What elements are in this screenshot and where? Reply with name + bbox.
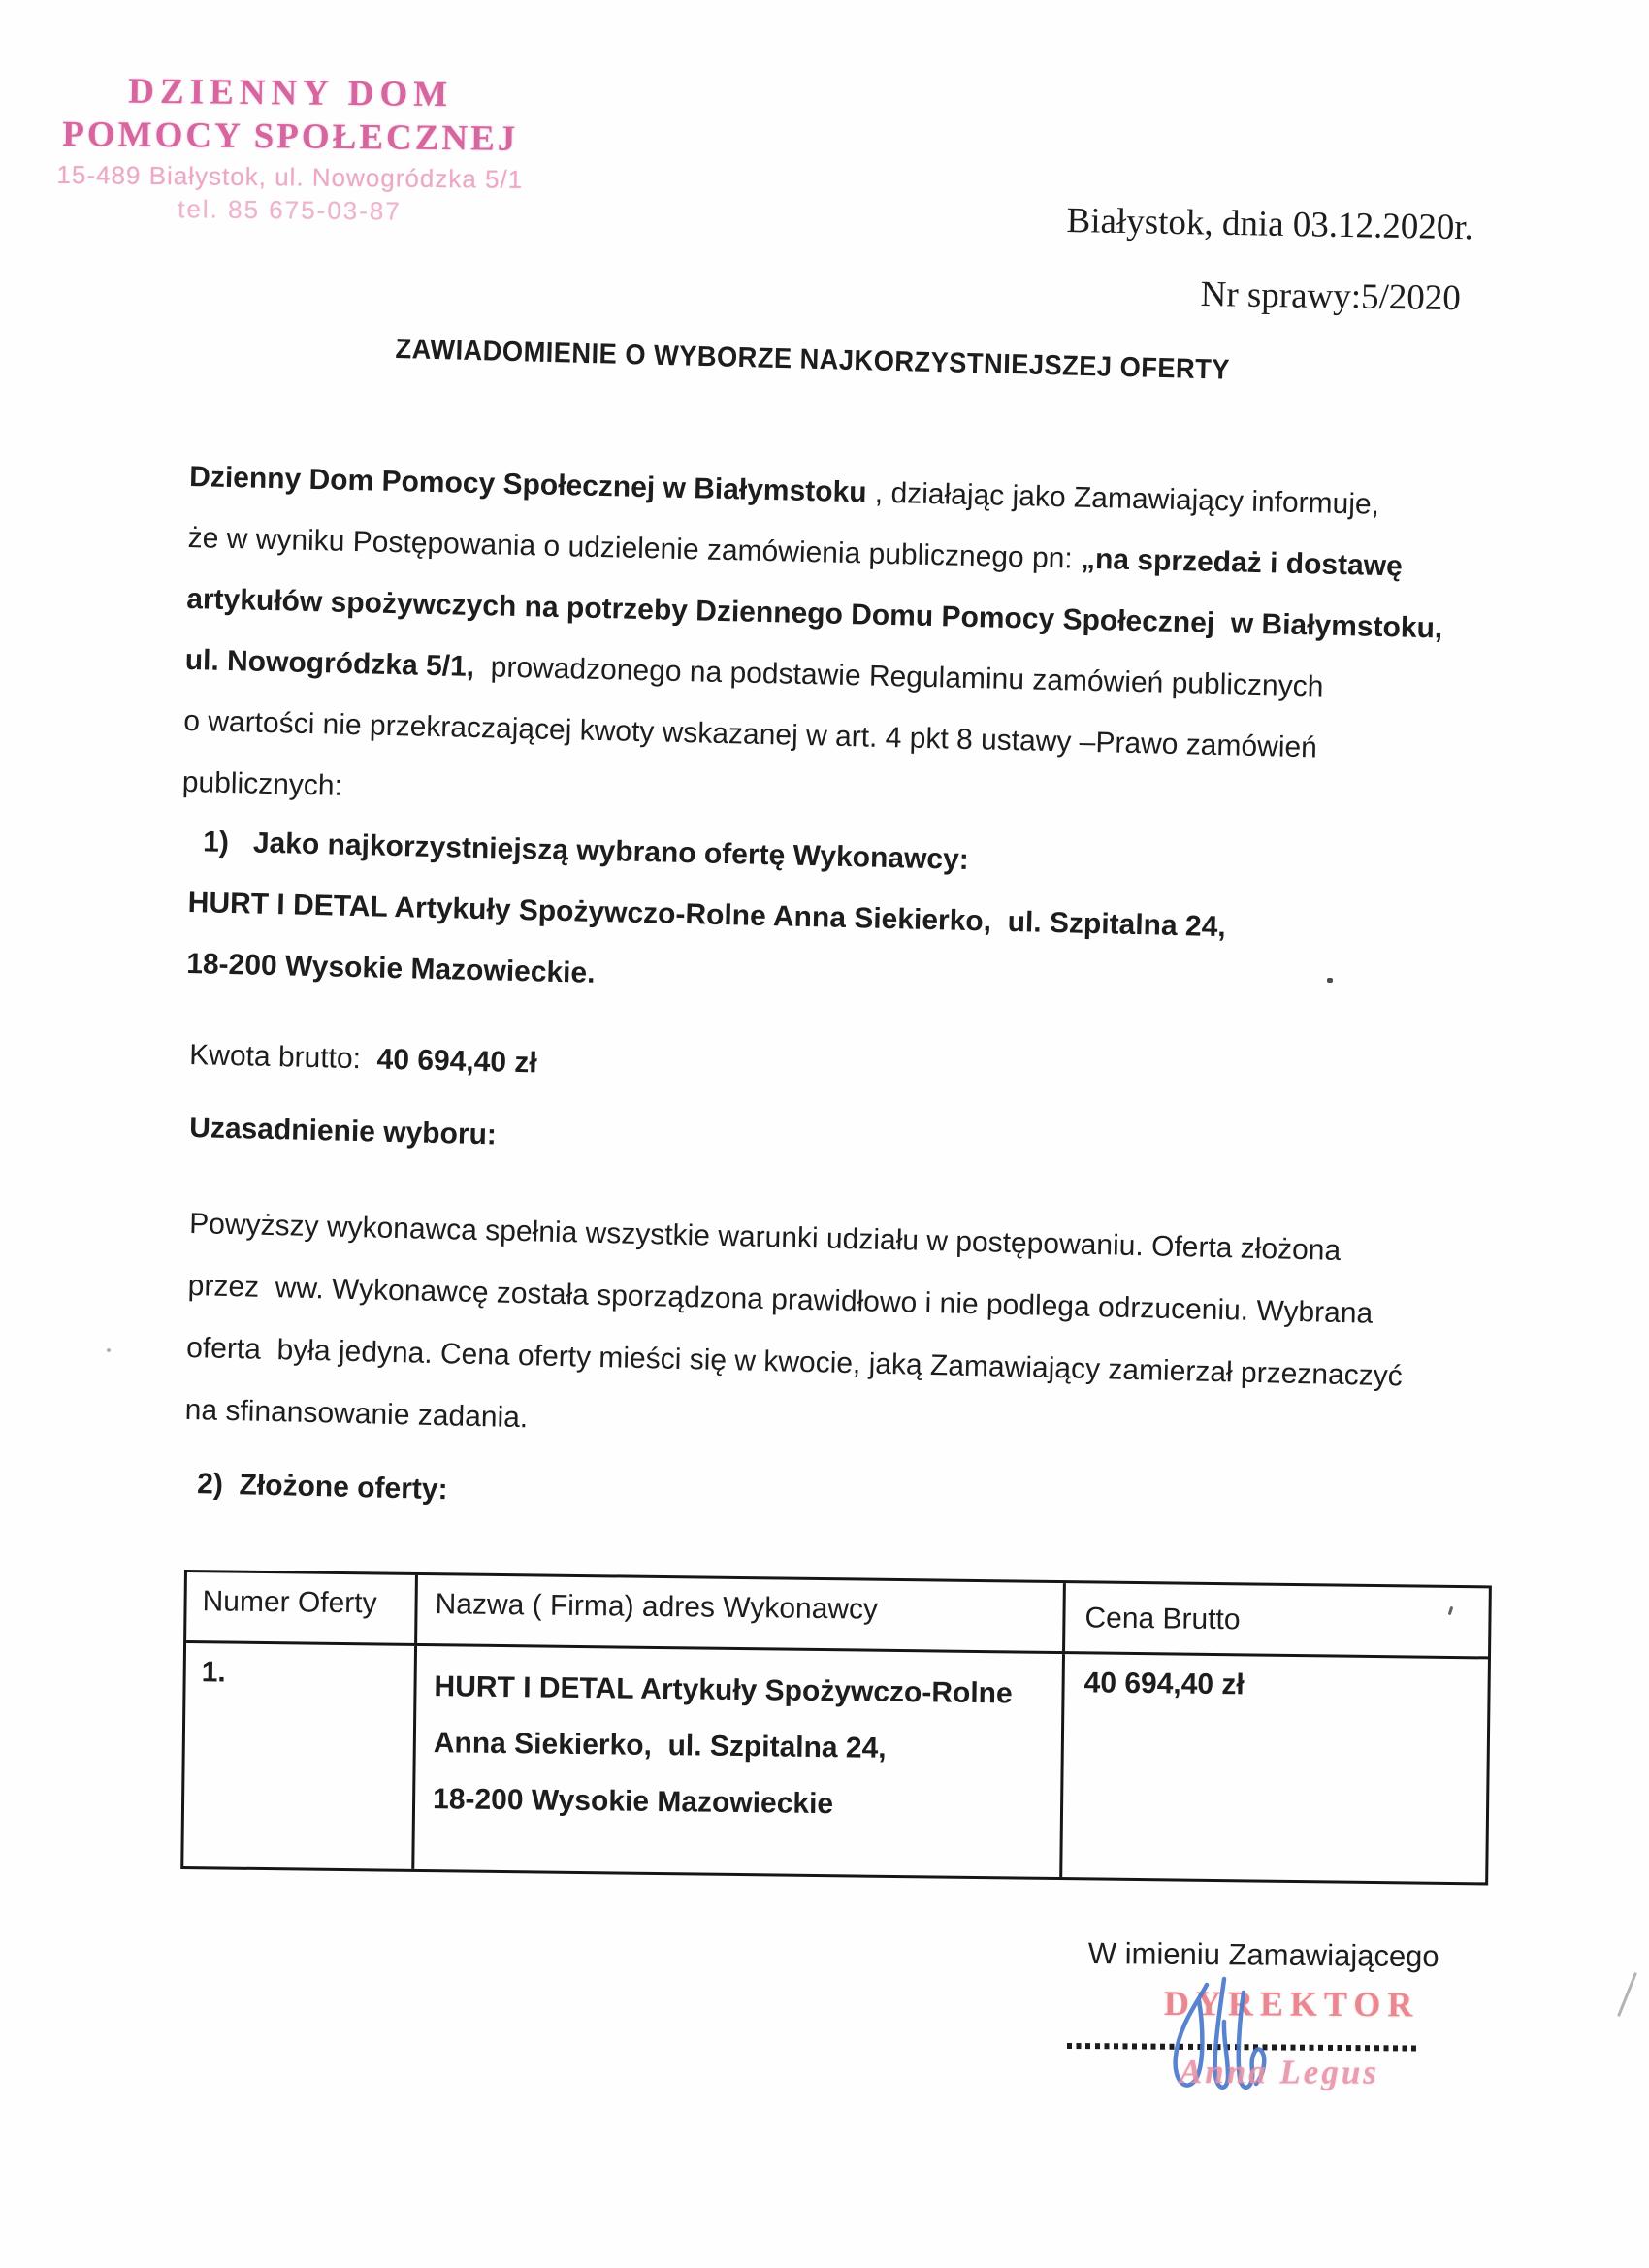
gross-amount-line: Kwota brutto: 40 694,40 zł [188,1038,538,1080]
cell-gross-price: 40 694,40 zł [1083,1667,1245,1701]
on-behalf-label: W imieniu Zamawiającego [1087,1936,1439,1974]
stamp-org-phone: tel. 85 675-03-87 [178,194,402,226]
cell-contractor-name: HURT I DETAL Artykuły Spożywczo-Rolne Anna Siekierko, ul. Szpitalna 24, 18-200 Wysokie Mazowieckie [414,1646,1065,1877]
director-name-stamp: Anna Legus [1179,2053,1380,2091]
submitted-offers-heading: 2) Złożone oferty: [196,1468,448,1507]
selected-offer-section: 1) Jako najkorzystniejszą wybrano ofertę Wykonawcy: HURT I DETAL Artykuły Spożywczo-Rolne Anna Siekierko, ul. Szpitalna 24, 18-200 Wysokie Mazowieckie. [185,826,1227,989]
offers-table [180,1570,1492,1885]
document-date: Białystok, dnia 03.12.2020r. [1066,200,1474,248]
director-title-stamp: DYREKTOR [1163,1984,1420,2025]
header-gross-price: Cena Brutto [1084,1602,1241,1636]
stamp-org-address: 15-489 Białystok, ul. Nowogródzka 5/1 [56,159,524,194]
intro-paragraph: Dzienny Dom Pomocy Społecznej w Białymstoku , działając jako Zamawiający informuje, że w wyniku Postępowania o udzielenie zamówienia publicznego pn: „na sprzedaż i dostawę artykułów spożywczych na potrzeby Dziennego Domu Pomocy Społecznej w Białymstoku, ul. Nowogródzka 5/1, prowadzonego na podstawie Regulaminu zamówień publicznych o wartości nie przekraczającej kwoty wskazanej w art. 4 pkt 8 ustawy –Prawo zamówień publicznych: [181,460,1443,802]
scan-artifact-slash [1617,1972,1637,2017]
header-offer-number: Numer Oferty [186,1572,418,1643]
stamp-org-name-line2: POMOCY SPOŁECZNEJ [62,113,519,159]
justification-paragraph: Powyższy wykonawca spełnia wszystkie warunki udziału w postępowaniu. Oferta złożona przez ww. Wykonawcę została sporządzona prawidłowo i nie podlega odrzuceniu. Wybrana oferta była jedyna. Cena oferty mieści się w kwocie, jaką Zamawiający zamierzał przeznaczyć na sfinansowanie zadania. [184,1207,1404,1435]
table-row [183,1643,1488,1882]
scan-artifact-speck [1327,978,1333,983]
organization-stamp [56,70,524,228]
case-number: Nr sprawy:5/2020 [1200,274,1462,319]
cell-offer-number: 1. [183,1643,417,1869]
document-title: ZAWIADOMIENIE O WYBORZE NAJKORZYSTNIEJSZEJ OFERTY [395,334,1231,386]
scan-artifact-speck [107,1348,111,1352]
header-contractor-name: Nazwa ( Firma) adres Wykonawcy [417,1575,1066,1651]
stamp-org-name-line1: DZIENNY DOM [128,71,454,115]
justification-heading: Uzasadnienie wyboru: [188,1111,498,1151]
